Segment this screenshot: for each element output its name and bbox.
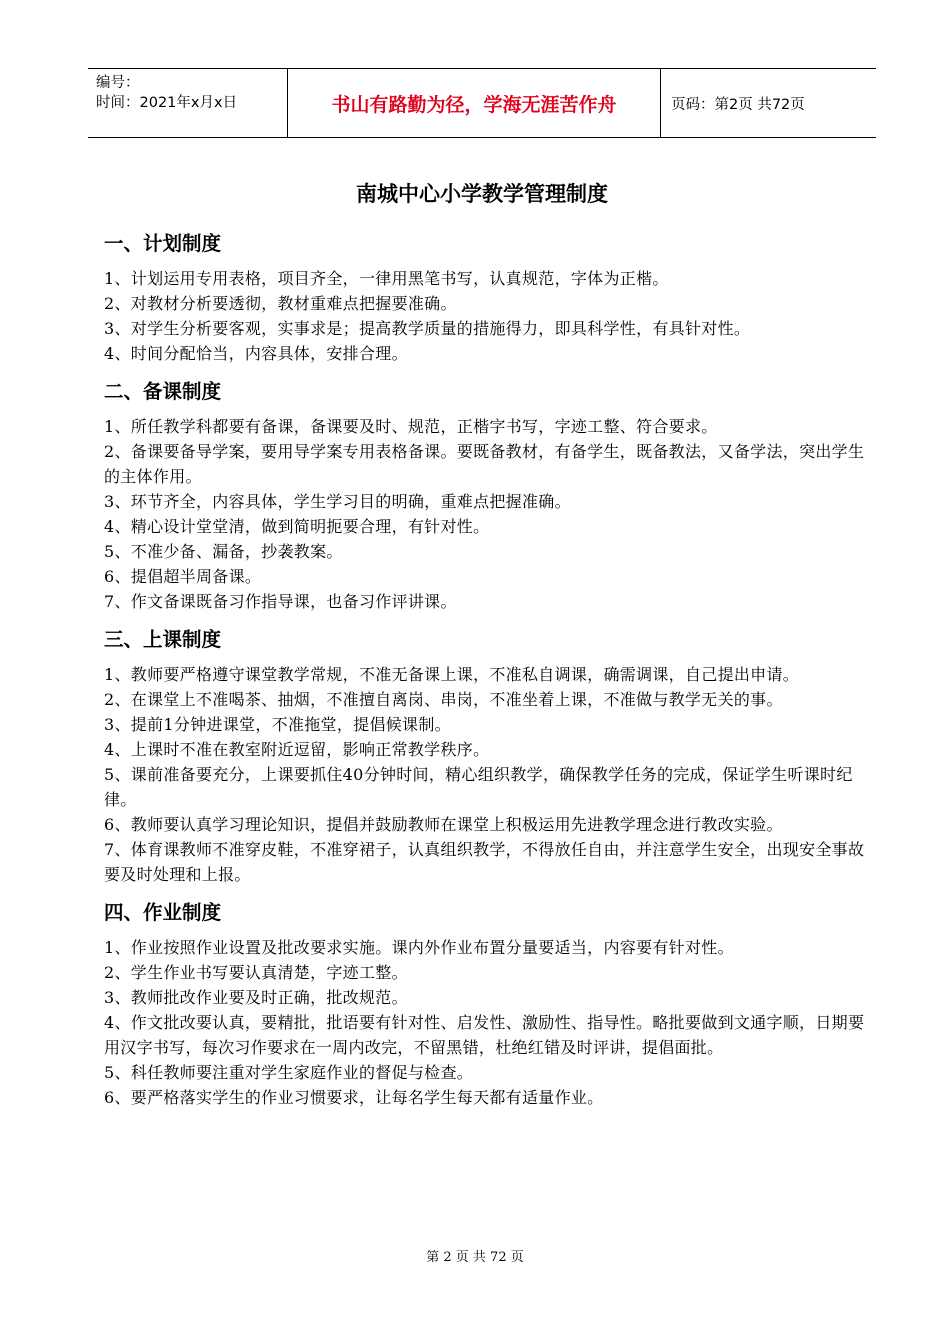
time-label: 时间：2021年x月x日	[96, 95, 238, 111]
section-heading: 一、计划制度	[104, 232, 222, 255]
list-item: 3、对学生分析要客观，实事求是；提高教学质量的措施得力，即具科学性，有具针对性。	[104, 319, 751, 338]
list-item: 3、环节齐全，内容具体，学生学习目的明确，重难点把握准确。	[104, 492, 571, 511]
header-motto: 书山有路勤为径，学海无涯苦作舟	[287, 69, 661, 137]
document-body	[104, 230, 874, 1122]
list-item: 2、对教材分析要透彻，教材重难点把握要准确。	[104, 294, 457, 313]
header-page-label: 页码：第2页 共72页	[671, 96, 805, 113]
section-plan	[104, 230, 874, 366]
section-heading: 三、上课制度	[104, 628, 222, 651]
list-item: 4、作文批改要认真，要精批，批语要有针对性、启发性、激励性、指导性。略批要做到文通字顺，日期要用汉字书写，每次习作要求在一周内改完，不留黑错，杜绝红错及时评讲，提倡面批。	[104, 1013, 865, 1057]
list-item: 4、上课时不准在教室附近逗留，影响正常教学秩序。	[104, 740, 490, 759]
section-items	[104, 662, 874, 887]
list-item: 3、教师批改作业要及时正确，批改规范。	[104, 988, 408, 1007]
list-item: 2、学生作业书写要认真清楚，字迹工整。	[104, 963, 408, 982]
section-items	[104, 935, 874, 1110]
list-item: 4、精心设计堂堂清，做到简明扼要合理，有针对性。	[104, 517, 490, 536]
header-table	[88, 68, 876, 138]
list-item: 6、教师要认真学习理论知识，提倡并鼓励教师在课堂上积极运用先进教学理念进行教改实验。	[104, 815, 783, 834]
section-heading: 二、备课制度	[104, 380, 222, 403]
list-item: 5、课前准备要充分，上课要抓住40分钟时间，精心组织教学，确保教学任务的完成，保证学生听课时纪律。	[104, 765, 853, 809]
section-lesson-prep	[104, 378, 874, 614]
number-label: 编号：	[96, 75, 140, 91]
page-footer: 第 2 页 共 72 页	[426, 1250, 524, 1265]
list-item: 2、备课要备导学案，要用导学案专用表格备课。要既备教材，有备学生，既备教法，又备学法，突出学生的主体作用。	[104, 442, 865, 486]
list-item: 1、计划运用专用表格，项目齐全，一律用黑笔书写，认真规范，字体为正楷。	[104, 269, 669, 288]
list-item: 1、作业按照作业设置及批改要求实施。课内外作业布置分量要适当，内容要有针对性。	[104, 938, 734, 957]
list-item: 6、提倡超半周备课。	[104, 567, 262, 586]
list-item: 4、时间分配恰当，内容具体，安排合理。	[104, 344, 408, 363]
list-item: 7、作文备课既备习作指导课，也备习作评讲课。	[104, 592, 457, 611]
list-item: 1、教师要严格遵守课堂教学常规，不准无备课上课，不准私自调课，确需调课，自己提出申请。	[104, 665, 800, 684]
section-class	[104, 626, 874, 887]
section-items	[104, 266, 874, 366]
section-heading: 四、作业制度	[104, 901, 222, 924]
section-items	[104, 414, 874, 614]
list-item: 5、不准少备、漏备，抄袭教案。	[104, 542, 343, 561]
list-item: 6、要严格落实学生的作业习惯要求，让每名学生每天都有适量作业。	[104, 1088, 604, 1107]
list-item: 5、科任教师要注重对学生家庭作业的督促与检查。	[104, 1063, 474, 1082]
list-item: 7、体育课教师不准穿皮鞋，不准穿裙子，认真组织教学，不得放任自由，并注意学生安全，出现安全事故要及时处理和上报。	[104, 840, 865, 884]
header-meta	[88, 69, 287, 137]
list-item: 2、在课堂上不准喝茶、抽烟，不准擅自离岗、串岗，不准坐着上课，不准做与教学无关的事。	[104, 690, 783, 709]
list-item: 1、所任教学科都要有备课，备课要及时、规范，正楷字书写，字迹工整、符合要求。	[104, 417, 718, 436]
section-homework	[104, 899, 874, 1110]
list-item: 3、提前1分钟进课堂，不准拖堂，提倡候课制。	[104, 715, 451, 734]
document-title: 南城中心小学教学管理制度	[356, 182, 608, 206]
